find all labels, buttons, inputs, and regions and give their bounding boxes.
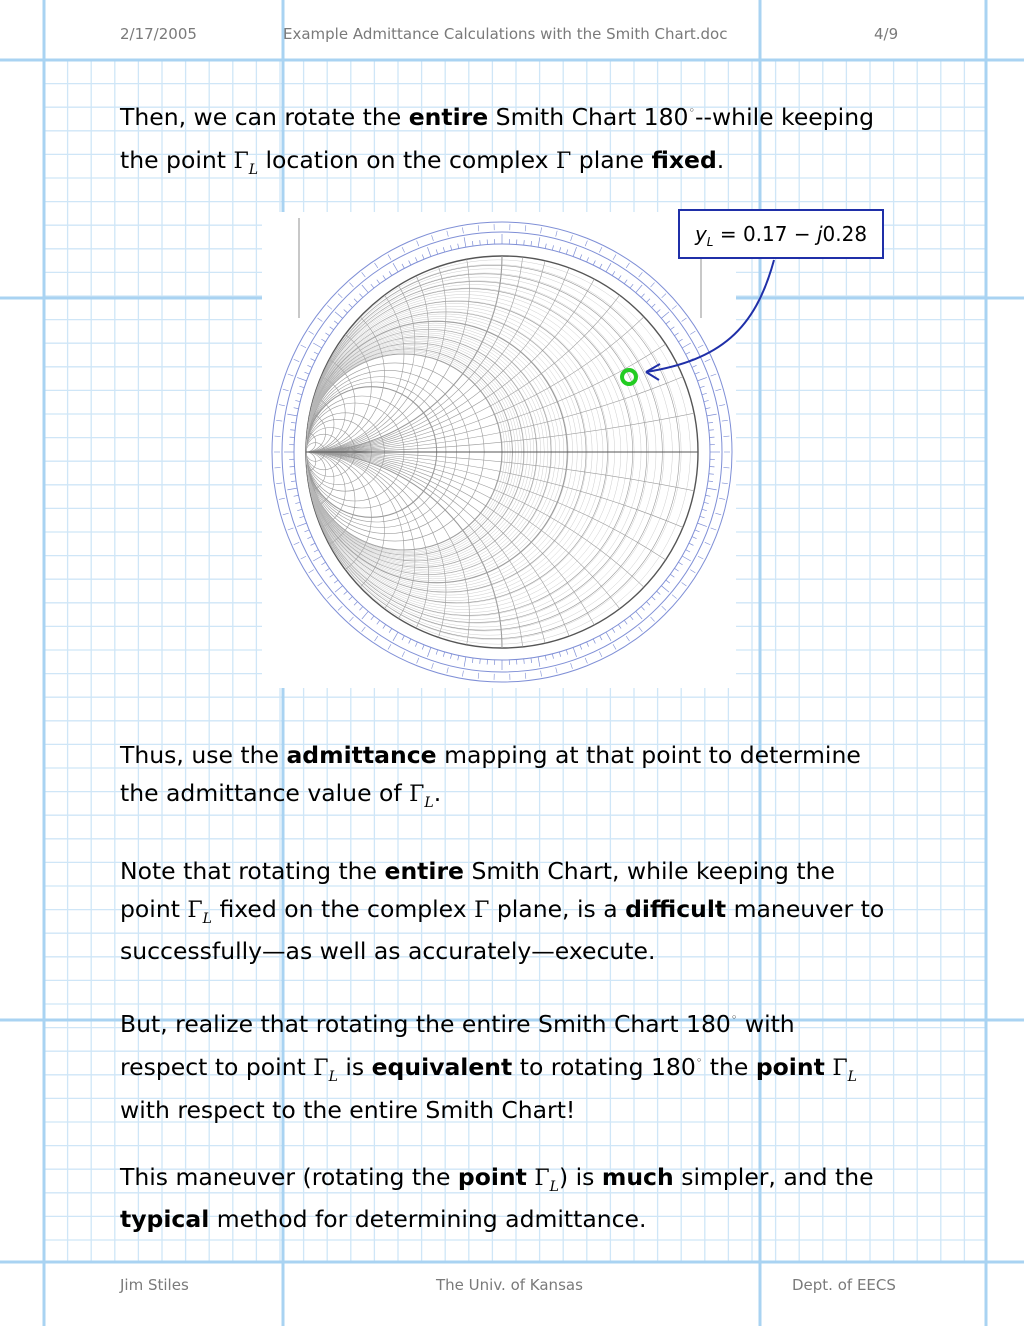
- footer-department: Dept. of EECS: [792, 1276, 896, 1294]
- paragraph-simpler-method: This maneuver (rotating the point $\Gamma_L$) is much simpler, and the typical method for determining admittance.: [120, 1163, 874, 1233]
- smith-chart-grid: [262, 212, 742, 692]
- paragraph-rotate-chart: Then, we can rotate the entire Smith Chart 180◦--while keeping the point $\Gamma_L$ location on the complex Γ plane fixed.: [120, 103, 875, 178]
- smith-chart: [262, 212, 742, 692]
- header-date: 2/17/2005: [120, 25, 197, 43]
- footer-author: Jim Stiles: [120, 1276, 189, 1294]
- paragraph-admittance-mapping: Thus, use the admittance mapping at that point to determine the admittance value of $\Gamma_L$.: [120, 741, 861, 811]
- admittance-callout-box: $y_L = 0.17 - j0.28$: [678, 209, 884, 259]
- header-document-title: Example Admittance Calculations with the Smith Chart.doc: [283, 25, 728, 43]
- paragraph-difficult-maneuver: Note that rotating the entire Smith Chart, while keeping the point $\Gamma_L$ fixed on the complex Γ plane, is a difficult maneuver to successfully—as well as accurately—execute.: [120, 857, 885, 965]
- header-page-number: 4/9: [874, 25, 899, 43]
- paragraph-equivalent-rotation: But, realize that rotating the entire Smith Chart 180◦ with respect to point $\Gamma_L$ is equivalent to rotating 180◦ the point $\Gamma_L$ with respect to the entire Smith Chart!: [120, 1010, 857, 1124]
- footer-university: The Univ. of Kansas: [436, 1276, 583, 1294]
